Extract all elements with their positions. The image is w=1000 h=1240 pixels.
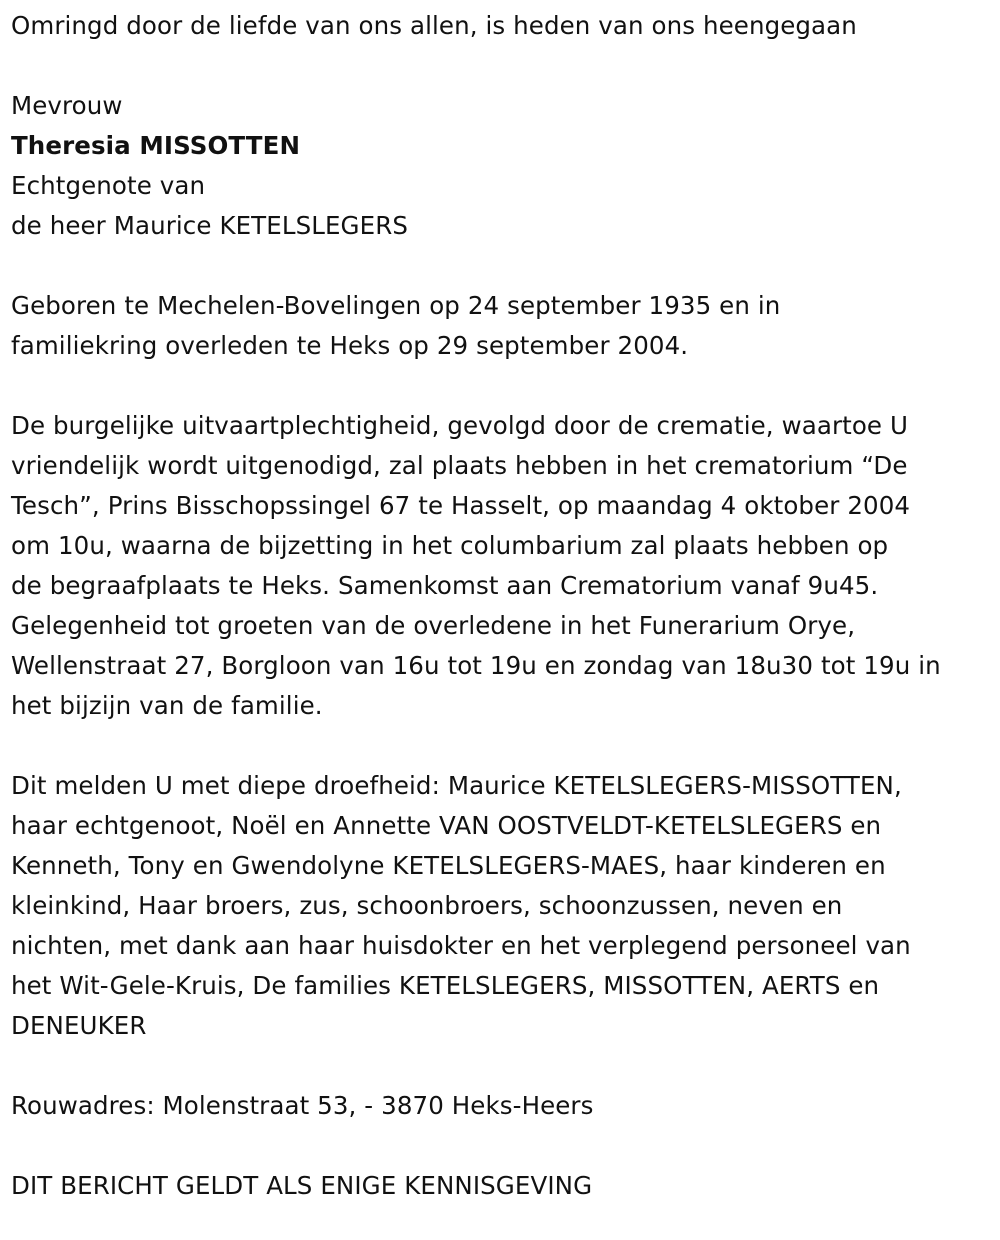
family-paragraph [11,766,991,1046]
spacer [11,726,991,766]
text-line: om 10u, waarna de bijzetting in het columbarium zal plaats hebben op [11,531,889,560]
ceremony-paragraph [11,406,991,726]
intro-text: Omringd door de liefde van ons allen, is heden van ons heengegaan [11,11,857,40]
deceased-name: Theresia MISSOTTEN [11,131,301,160]
spouse-name: de heer Maurice KETELSLEGERS [11,211,409,240]
text-line: De burgelijke uitvaartplechtigheid, gevolgd door de crematie, waartoe U [11,411,909,440]
obituary-notice [11,6,991,1206]
spacer [11,366,991,406]
spouse-label: Echtgenote van [11,171,206,200]
text-line: het bijzijn van de familie. [11,691,323,720]
text-line: de begraafplaats te Heks. Samenkomst aan Crematorium vanaf 9u45. [11,571,879,600]
spacer [11,46,991,86]
birth-paragraph [11,286,991,366]
spacer [11,1126,991,1166]
text-line: Gelegenheid tot groeten van de overledene in het Funerarium Orye, [11,611,856,640]
text-line: familiekring overleden te Heks op 29 september 2004. [11,331,689,360]
text-line: Wellenstraat 27, Borgloon van 16u tot 19u en zondag van 18u30 tot 19u in [11,651,941,680]
closing-statement: DIT BERICHT GELDT ALS ENIGE KENNISGEVING [11,1171,593,1200]
text-line: haar echtgenoot, Noël en Annette VAN OOSTVELDT-KETELSLEGERS en [11,811,882,840]
mourning-address: Rouwadres: Molenstraat 53, - 3870 Heks-Heers [11,1091,594,1120]
text-line: DENEUKER [11,1011,147,1040]
text-line: kleinkind, Haar broers, zus, schoonbroers, schoonzussen, neven en [11,891,843,920]
text-line: Kenneth, Tony en Gwendolyne KETELSLEGERS-MAES, haar kinderen en [11,851,886,880]
text-line: het Wit-Gele-Kruis, De families KETELSLEGERS, MISSOTTEN, AERTS en [11,971,880,1000]
text-line: vriendelijk wordt uitgenodigd, zal plaats hebben in het crematorium “De [11,451,908,480]
title-text: Mevrouw [11,91,123,120]
spacer [11,246,991,286]
text-line: Dit melden U met diepe droefheid: Maurice KETELSLEGERS-MISSOTTEN, [11,771,902,800]
text-line: nichten, met dank aan haar huisdokter en het verplegend personeel van [11,931,911,960]
spacer [11,1046,991,1086]
text-line: Tesch”, Prins Bisschopssingel 67 te Hasselt, op maandag 4 oktober 2004 [11,491,911,520]
text-line: Geboren te Mechelen-Bovelingen op 24 september 1935 en in [11,291,781,320]
